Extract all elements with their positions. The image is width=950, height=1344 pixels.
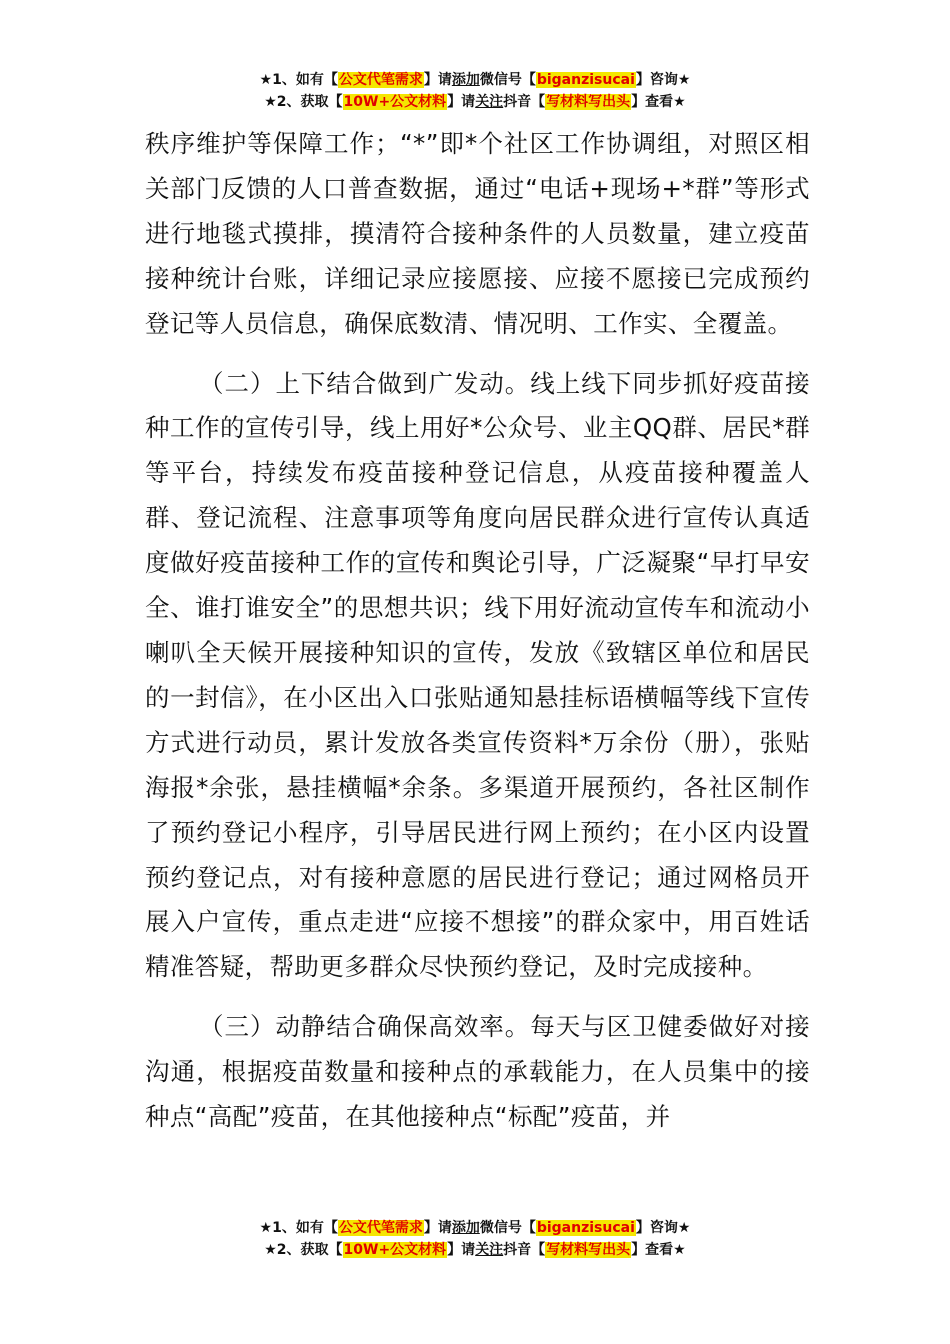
banner-line-1: [0, 69, 950, 91]
document-body: [145, 122, 810, 1140]
banner-text: ★1、如有【: [259, 1220, 338, 1236]
banner-text: ★2、获取【: [264, 1242, 343, 1258]
banner-emphasis: 关注: [475, 94, 504, 110]
header-banner: [0, 69, 950, 113]
banner-highlight: biganzisucai: [536, 1220, 635, 1236]
body-paragraph: 秩序维护等保障工作；“*”即*个社区工作协调组，对照区相关部门反馈的人口普查数据，通过“电话+现场+*群”等形式进行地毯式摸排，摸清符合接种条件的人员数量，建立疫苗接种统计台账，详细记录应接愿接、应接不愿接已完成预约登记等人员信息，确保底数清、情况明、工作实、全覆盖。: [145, 129, 810, 338]
banner-line-2: [0, 1239, 950, 1261]
banner-emphasis: 关注: [475, 1242, 504, 1258]
banner-text: 】请: [447, 94, 476, 110]
banner-text: 】请: [447, 1242, 476, 1258]
banner-text: 】请: [423, 1220, 452, 1236]
banner-text: 抖音【: [503, 94, 546, 110]
banner-highlight: 写材料写出头: [546, 1242, 631, 1258]
banner-highlight: 公文代笔需求: [338, 72, 423, 88]
banner-highlight: 10W+公文材料: [343, 1242, 447, 1258]
banner-text: 微信号【: [479, 72, 536, 88]
banner-text: 】请: [423, 72, 452, 88]
banner-highlight: 公文代笔需求: [338, 1220, 423, 1236]
body-paragraph: （二）上下结合做到广发动。线上线下同步抓好疫苗接种工作的宣传引导，线上用好*公众号、业主QQ群、居民*群等平台，持续发布疫苗接种登记信息，从疫苗接种覆盖人群、登记流程、注意事项等角度向居民群众进行宣传认真适度做好疫苗接种工作的宣传和舆论引导，广泛凝聚“早打早安全、谁打谁安全”的思想共识；线下用好流动宣传车和流动小喇叭全天候开展接种知识的宣传，发放《致辖区单位和居民的一封信》，在小区出入口张贴通知悬挂标语横幅等线下宣传方式进行动员，累计发放各类宣传资料*万余份（册），张贴海报*余张，悬挂横幅*余条。多渠道开展预约，各社区制作了预约登记小程序，引导居民进行网上预约；在小区内设置预约登记点，对有接种意愿的居民进行登记；通过网格员开展入户宣传，重点走进“应接不想接”的群众家中，用百姓话精准答疑，帮助更多群众尽快预约登记，及时完成接种。: [145, 368, 811, 982]
banner-line-1: [0, 1217, 950, 1239]
banner-text: 微信号【: [479, 1220, 536, 1236]
banner-highlight: biganzisucai: [536, 72, 635, 88]
banner-text: ★1、如有【: [259, 72, 338, 88]
banner-text: 】查看★: [631, 1242, 686, 1258]
banner-emphasis: 添加: [451, 72, 480, 88]
banner-text: 】咨询★: [635, 72, 691, 88]
banner-text: ★2、获取【: [264, 94, 343, 110]
body-paragraph: （三）动静结合确保高效率。每天与区卫健委做好对接沟通，根据疫苗数量和接种点的承载能力，在人员集中的接种点“高配”疫苗，在其他接种点“标配”疫苗，并: [145, 1012, 810, 1132]
footer-banner: [0, 1217, 950, 1261]
banner-highlight: 写材料写出头: [546, 94, 631, 110]
banner-text: 】咨询★: [635, 1220, 691, 1236]
banner-line-2: [0, 91, 950, 113]
banner-emphasis: 添加: [451, 1220, 480, 1236]
banner-text: 抖音【: [503, 1242, 546, 1258]
banner-highlight: 10W+公文材料: [343, 94, 447, 110]
banner-text: 】查看★: [631, 94, 686, 110]
